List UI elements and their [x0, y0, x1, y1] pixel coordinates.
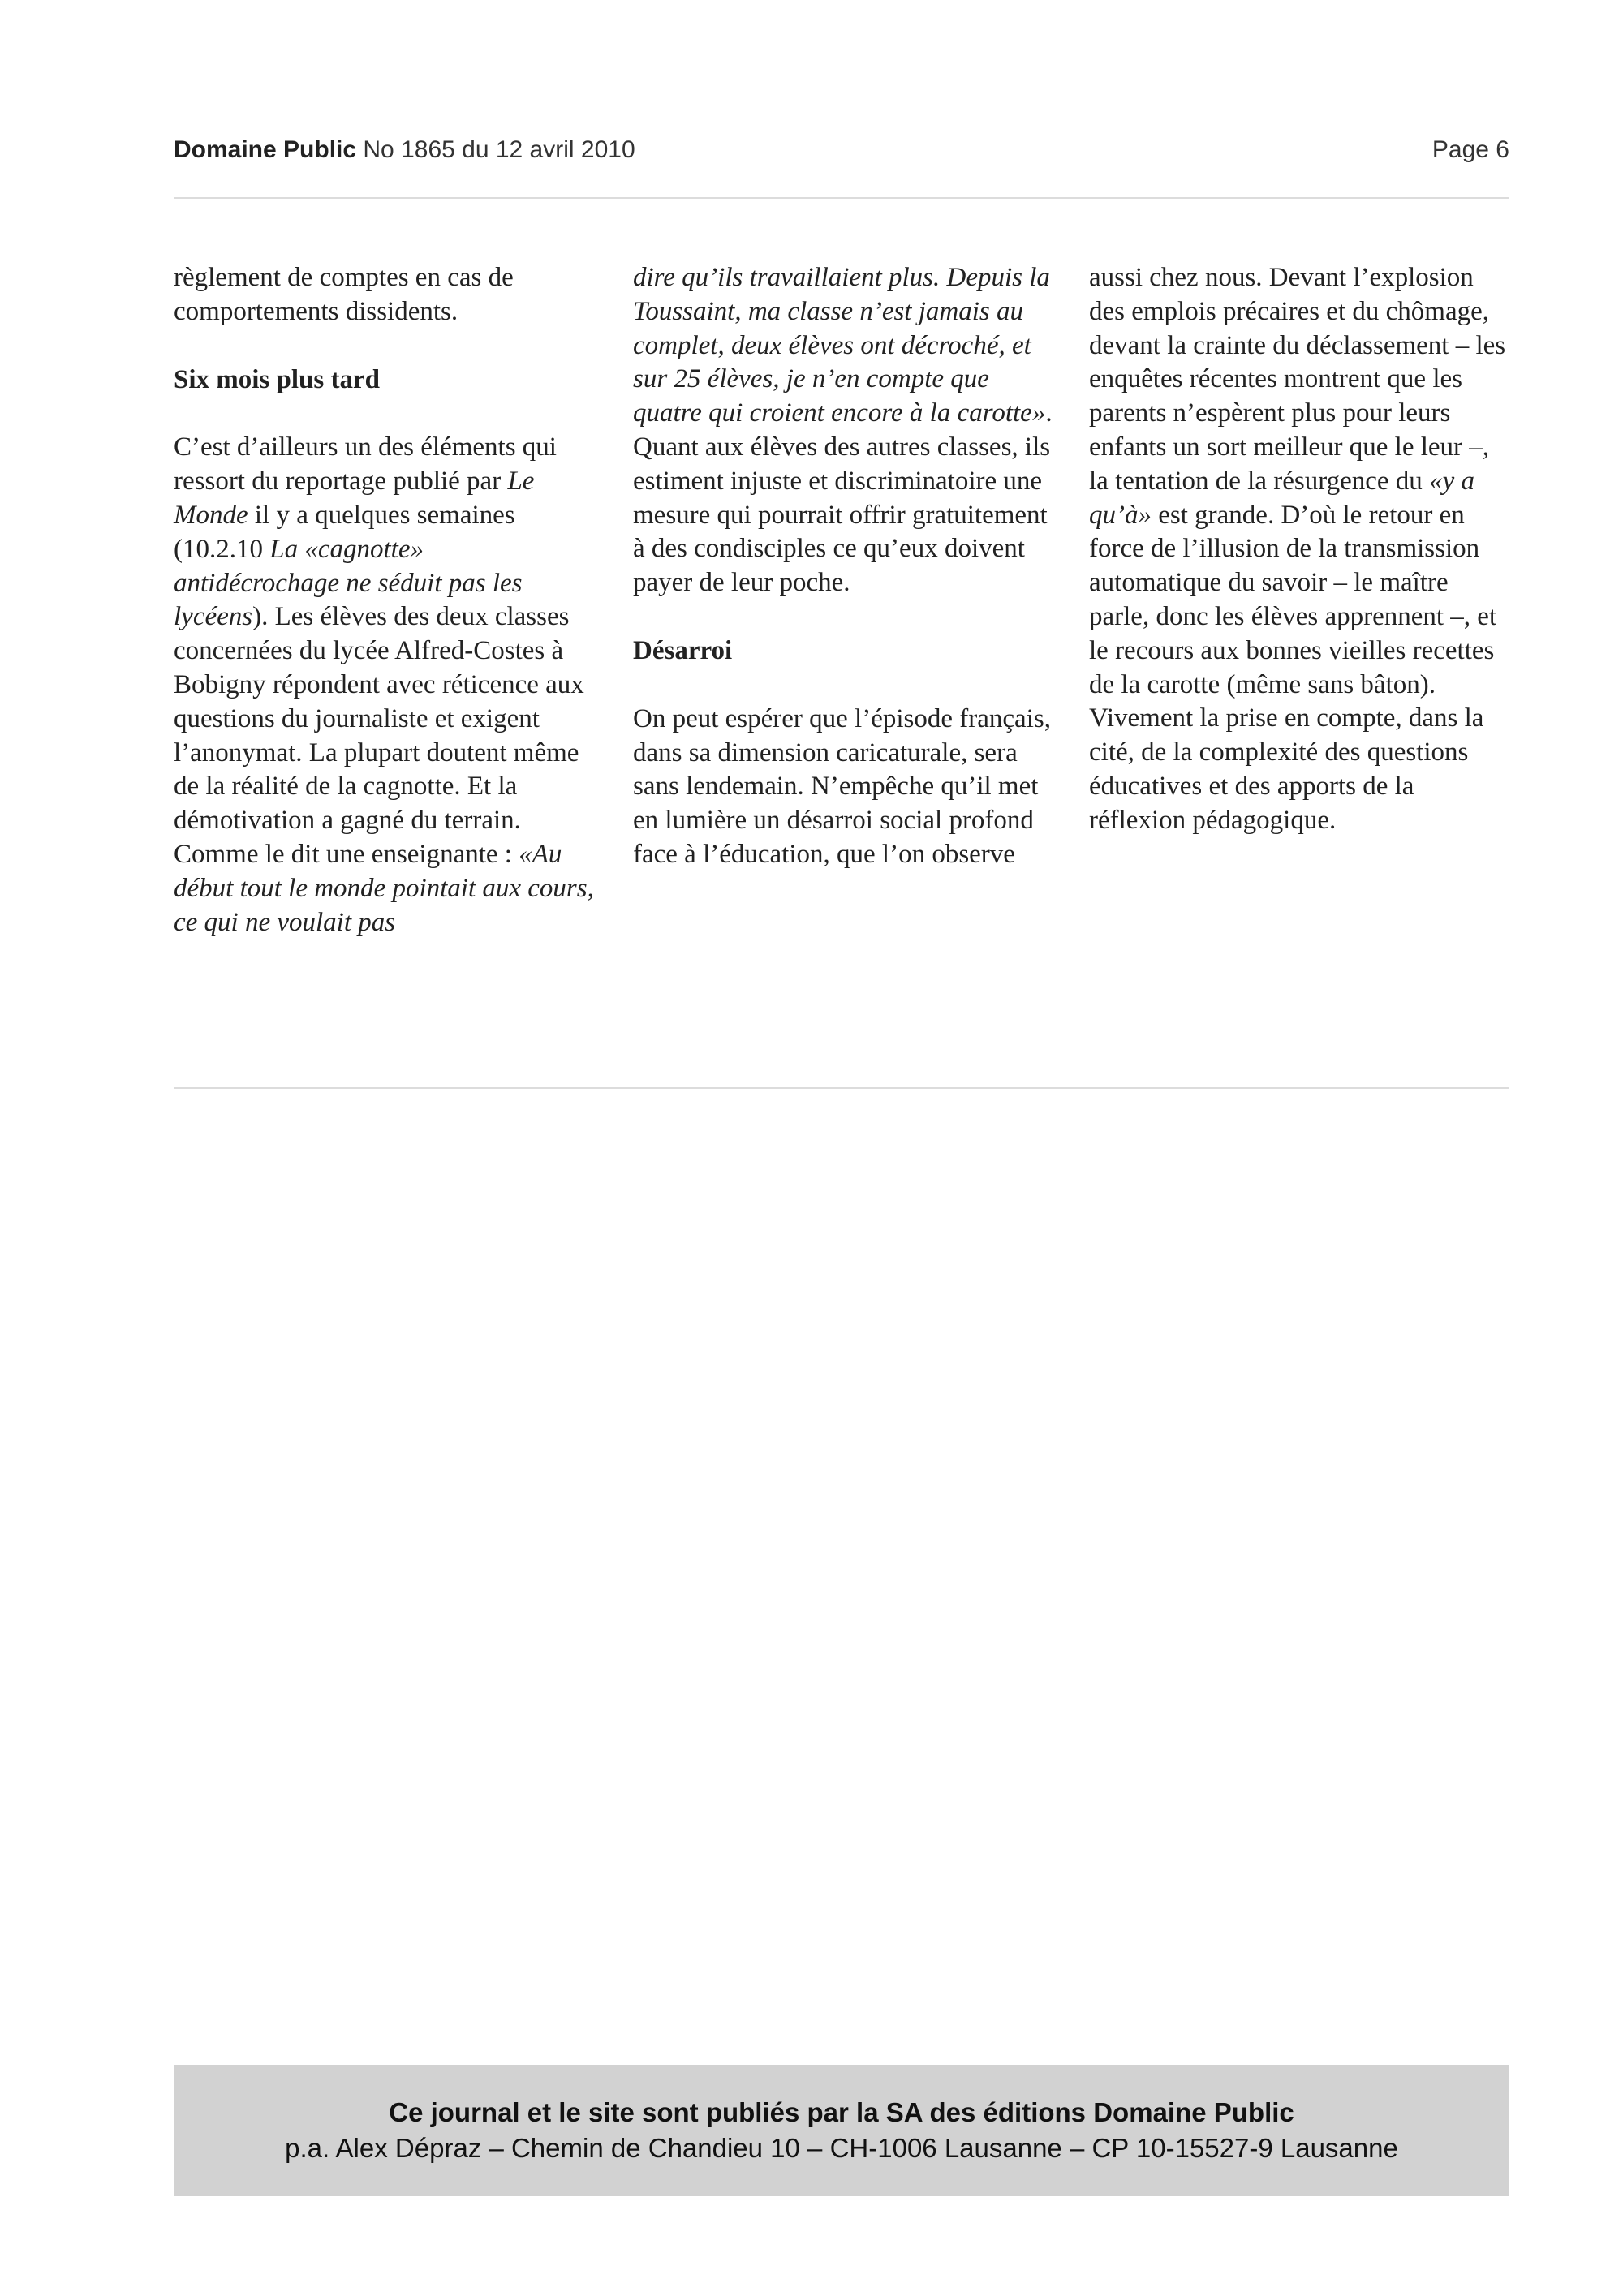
paragraph: règlement de comptes en cas de comportements dissidents.	[174, 263, 514, 326]
paragraph: C’est d’ailleurs un des éléments qui ressort du reportage publié par Le Monde il y a quelques semaines (10.2.10 La «cagnotte» antidécrochage ne séduit pas les lycéens). Les élèves des deux classes concernées du lycée Alfred-Costes à Bobigny répondent avec réticence aux questions du journaliste et exigent l’anonymat. La plupart doutent même de la réalité de la cagnotte. Et la démotivation a gagné du terrain. Comme le dit une enseignante : «Au début tout le monde pointait aux cours, ce qui ne voulait pas	[174, 432, 594, 937]
article-column-1	[174, 261, 596, 939]
publication-name: Domaine Public	[174, 136, 357, 163]
quote: «Au début tout le monde pointait aux cours, ce qui ne voulait pas	[174, 839, 594, 937]
article-column-2	[633, 261, 1055, 872]
article-reference: La «cagnotte» antidécrochage ne séduit pas les lycéens	[174, 534, 523, 632]
source-title: Le Monde	[174, 467, 535, 530]
footer-address-line: p.a. Alex Dépraz – Chemin de Chandieu 10 – CH-1006 Lausanne – CP 10-15527-9 Lausanne	[285, 2133, 1398, 2163]
issue-info: No 1865 du 12 avril 2010	[363, 136, 635, 163]
page-header	[174, 136, 1509, 166]
article-column-3	[1089, 261, 1511, 838]
header-divider	[174, 197, 1509, 199]
footer-publisher-line: Ce journal et le site sont publiés par la SA des éditions Domaine Public	[389, 2097, 1294, 2127]
section-heading-desarroi: Désarroi	[633, 635, 733, 665]
publisher-footer	[174, 2065, 1509, 2196]
quote: «y a qu’à»	[1089, 466, 1474, 530]
paragraph: dire qu’ils travaillaient plus. Depuis la Toussaint, ma classe n’est jamais au complet, deux élèves ont décroché, et sur 25 élèves, je n’en compte que quatre qui croient encore à la carotte». Quant aux élèves des autres classes, ils estiment injuste et discriminatoire une mesure qui pourrait offrir gratuitement à des condisciples ce qu’eux doivent payer de leur poche.	[633, 263, 1053, 598]
paragraph: On peut espérer que l’épisode français, dans sa dimension caricaturale, sera sans lendemain. N’empêche qu’il met en lumière un désarroi social profond face à l’éducation, que l’on observe	[633, 703, 1051, 869]
paragraph: aussi chez nous. Devant l’explosion des emplois précaires et du chômage, devant la crainte du déclassement – les enquêtes récentes montrent que les parents n’espèrent plus pour leurs enfants un sort meilleur que le leur –, la tentation de la résurgence du «y a qu’à» est grande. D’où le retour en force de l’illusion de la transmission automatique du savoir – le maître parle, donc les élèves apprennent –, et le recours aux bonnes vieilles recettes de la carotte (même sans bâton). Vivement la prise en compte, dans la cité, de la complexité des questions éducatives et des apports de la réflexion pédagogique.	[1089, 263, 1506, 835]
article-end-divider	[174, 1087, 1509, 1089]
quote: dire qu’ils travaillaient plus. Depuis la Toussaint, ma classe n’est jamais au complet, deux élèves ont décroché, et sur 25 élèves, je n’en compte que quatre qui croient encore à la carotte»	[633, 263, 1050, 428]
section-heading-six-mois: Six mois plus tard	[174, 364, 380, 394]
page-number: Page 6	[1431, 136, 1509, 163]
